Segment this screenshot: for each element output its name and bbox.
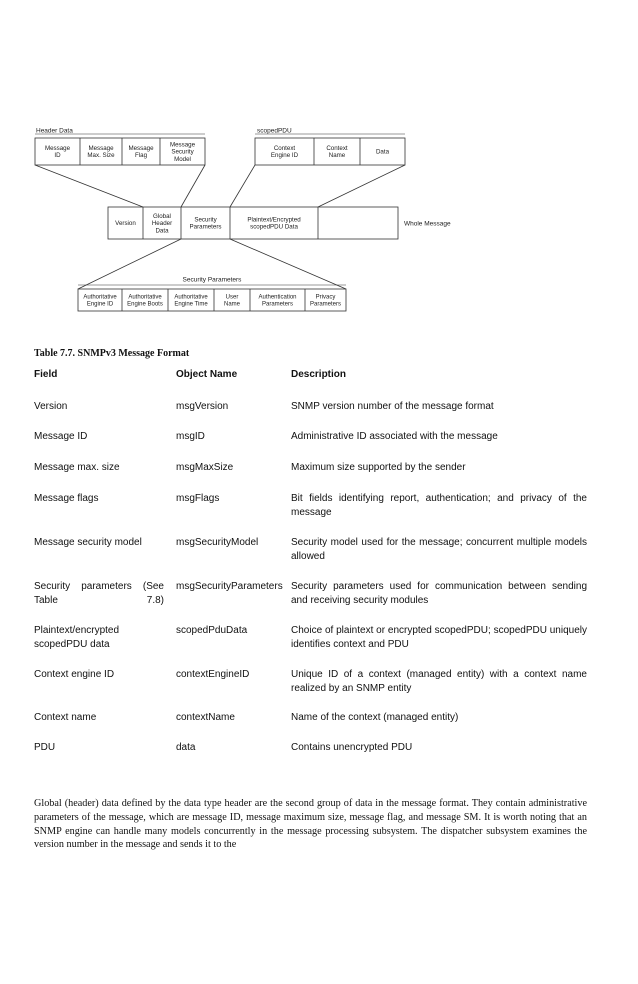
header-field-box: Message ID [44, 145, 71, 160]
row-field: Plaintext/encrypted scopedPDU data [34, 625, 120, 650]
table-caption: Table 7.7. SNMPv3 Message Format [34, 348, 190, 359]
row-description: Security parameters used for communication between sending and receiving security modules [291, 581, 587, 606]
message-part-box: Plaintext/Encrypted scopedPDU Data [247, 216, 301, 231]
header-field-box: Message Security Model [169, 141, 196, 163]
scoped-pdu-field-box: Data [375, 148, 390, 156]
row-field: Message max. size [34, 462, 120, 473]
security-parameters-label: Security Parameters [182, 276, 242, 284]
row-description: Contains unencrypted PDU [291, 742, 413, 753]
message-part-box: Security Parameters [189, 216, 222, 231]
row-object-name: msgVersion [176, 401, 229, 412]
scoped-pdu-label: scopedPDU [257, 127, 292, 135]
row-description: Bit fields identifying report, authentication; and privacy of the message [291, 493, 587, 518]
row-field: Message ID [34, 431, 88, 442]
column-header-field: Field [34, 369, 58, 380]
message-part-box: Version [115, 220, 136, 228]
message-part-box: Global Header Data [151, 213, 173, 235]
row-object-name: msgFlags [176, 493, 220, 504]
scoped-pdu-field-box: Context Engine ID [270, 145, 299, 160]
scoped-pdu-field-box: Context Name [326, 145, 348, 160]
row-description: SNMP version number of the message format [291, 401, 494, 412]
row-object-name: contextEngineID [176, 669, 250, 680]
row-description: Name of the context (managed entity) [291, 712, 459, 723]
row-object-name: scopedPduData [176, 625, 248, 636]
row-object-name: msgID [176, 431, 205, 442]
row-field: Security parameters (See Table 7.8) [34, 581, 164, 606]
security-parameter-box: Privacy Parameters [309, 294, 342, 308]
row-field: Context engine ID [34, 669, 115, 680]
row-object-name: msgSecurityModel [176, 537, 259, 548]
column-header-description: Description [291, 369, 347, 380]
row-field: Message security model [34, 537, 142, 548]
row-object-name: msgMaxSize [176, 462, 234, 473]
row-description: Unique ID of a context (managed entity) with a context name realized by an SNMP entity [291, 669, 587, 694]
security-parameter-box: Authoritative Engine Boots [127, 294, 163, 308]
snmpv3-message-format-diagram [0, 0, 638, 330]
row-object-name: data [176, 742, 196, 753]
row-description: Administrative ID associated with the message [291, 431, 498, 442]
header-field-box: Message Flag [128, 145, 154, 160]
body-paragraph: Global (header) data defined by the data type header are the second group of data in the message format. They contain administrative parameters of the message, which are message ID, message maximum size, message flag, and message SM. It is worth noting that an SNMP engine can handle many models concurrently in the message processing subsystem. The dispatcher subsystem examines the version number in the message and sends it to the [34, 798, 587, 851]
security-parameter-box: Authoritative Engine ID [83, 294, 117, 308]
header-field-box: Message Max. Size [87, 145, 115, 160]
security-parameter-box: Authentication Parameters [258, 294, 297, 308]
row-field: PDU [34, 742, 56, 753]
row-field: Context name [34, 712, 97, 723]
row-field: Version [34, 401, 68, 412]
row-description: Security model used for the message; concurrent multiple models allowed [291, 537, 587, 562]
column-header-object-name: Object Name [176, 369, 238, 380]
security-parameter-box: User Name [223, 294, 241, 308]
security-parameter-box: Authoritative Engine Time [174, 294, 208, 308]
row-object-name: msgSecurityParameters [176, 581, 283, 592]
row-object-name: contextName [176, 712, 235, 723]
row-description: Maximum size supported by the sender [291, 462, 466, 473]
row-field: Message flags [34, 493, 99, 504]
whole-message-label: Whole Message [404, 220, 451, 228]
row-description: Choice of plaintext or encrypted scopedPDU; scopedPDU uniquely identifies context and PDU [291, 625, 587, 650]
header-data-label: Header Data [36, 127, 73, 135]
